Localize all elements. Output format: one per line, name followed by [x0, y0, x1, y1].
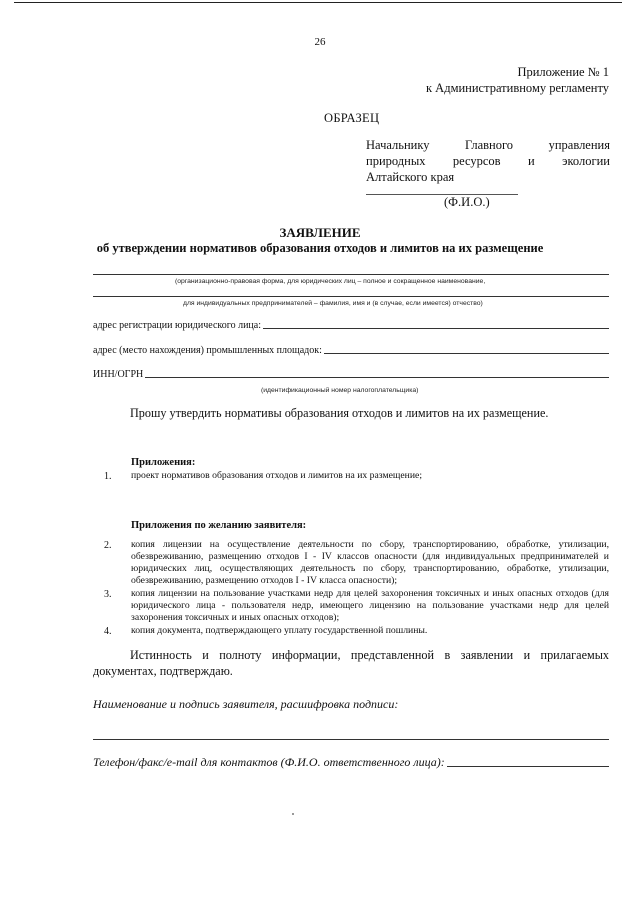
legal-address-line[interactable]	[263, 328, 609, 329]
attachment-item: копия документа, подтверждающего уплату государственной пошлины.	[131, 625, 428, 636]
contact-label: Телефон/факс/e-mail для контактов (Ф.И.О. ответственного лица):	[93, 755, 445, 769]
org-form-hint: (организационно-правовая форма, для юридических лиц – полное и сокращенное наименование,	[175, 278, 486, 285]
legal-address-label: адрес регистрации юридического лица:	[93, 320, 261, 331]
sites-address-label: адрес (место нахождения) промышленных площадок:	[93, 345, 322, 356]
page-number: 26	[314, 36, 326, 48]
top-border-line	[14, 2, 622, 3]
sample-label: ОБРАЗЕЦ	[324, 111, 380, 125]
inn-ogrn-field[interactable]	[93, 369, 609, 380]
attachment-number: 3.	[104, 589, 112, 600]
attachment-number: 2.	[104, 540, 112, 551]
contact-field[interactable]	[93, 755, 609, 770]
sites-address-line[interactable]	[324, 353, 609, 354]
appendix-reference	[289, 64, 609, 96]
individual-name-line[interactable]	[93, 296, 609, 297]
signature-line[interactable]	[93, 739, 609, 740]
attachments-heading: Приложения:	[131, 457, 196, 468]
sites-address-field[interactable]	[93, 345, 609, 356]
addressee-fio-label: (Ф.И.О.)	[444, 195, 490, 209]
addressee-word: природных	[366, 154, 426, 168]
addressee-word: экологии	[562, 154, 610, 168]
appendix-number: Приложение № 1	[517, 65, 609, 79]
contact-line[interactable]	[447, 766, 609, 767]
request-text: Прошу утвердить нормативы образования отходов и лимитов на их размещение.	[130, 406, 549, 420]
appendix-regulation: к Административному регламенту	[425, 81, 609, 95]
document-subtitle: об утверждении нормативов образования отходов и лимитов на их размещение	[96, 241, 544, 255]
optional-attachments-heading: Приложения по желанию заявителя:	[131, 520, 307, 531]
inn-ogrn-label: ИНН/ОГРН	[93, 369, 144, 380]
individual-hint: для индивидуальных предпринимателей – фамилия, имя и (в случае, если имеется) отчество)	[183, 300, 483, 307]
scan-speck	[292, 813, 294, 815]
confirmation-text: Истинность и полноту информации, представленной в заявлении и прилагаемых документах, подтверждаю.	[93, 648, 609, 678]
addressee-word: ресурсов	[452, 154, 501, 168]
org-name-line[interactable]	[93, 274, 609, 275]
taxpayer-id-hint: (идентификационный номер налогоплательщика)	[261, 387, 419, 394]
legal-address-field[interactable]	[93, 320, 609, 331]
addressee-word: Главного	[465, 138, 514, 152]
attachment-item: проект нормативов образования отходов и лимитов на их размещение;	[131, 470, 423, 481]
addressee-fio-line[interactable]	[366, 194, 518, 195]
addressee-line-3: Алтайского края	[366, 170, 455, 184]
document-title: ЗАЯВЛЕНИЕ	[279, 225, 361, 240]
addressee-word: Начальнику	[366, 138, 430, 152]
addressee-line-1	[366, 138, 610, 153]
attachment-number: 1.	[104, 471, 112, 482]
signature-label: Наименование и подпись заявителя, расшифровка подписи:	[93, 697, 399, 711]
attachment-item: копия лицензии на пользование участками недр для целей захоронения токсичных и иных опасных отходов (для юридического лица - пользователя недр, имеющего лицензию на пользование участками недр для целей захоронения токсичных и иных опасных отходов);	[131, 588, 609, 623]
attachment-number: 4.	[104, 626, 112, 637]
addressee-word: управления	[548, 138, 610, 152]
attachment-item: копия лицензии на осуществление деятельности по сбору, транспортированию, обработке, утилизации, обезвреживанию, размещению отходов I - IV классов опасности (для индивидуальных предпринимателей и юридических лиц, осуществляющих деятельность по сбору, транспортированию, обработке, утилизации, обезвреживанию, размещению отходов I - IV класса опасности);	[131, 539, 609, 586]
addressee-word: и	[527, 154, 535, 168]
inn-ogrn-line[interactable]	[145, 377, 609, 378]
addressee-line-2	[366, 154, 610, 169]
